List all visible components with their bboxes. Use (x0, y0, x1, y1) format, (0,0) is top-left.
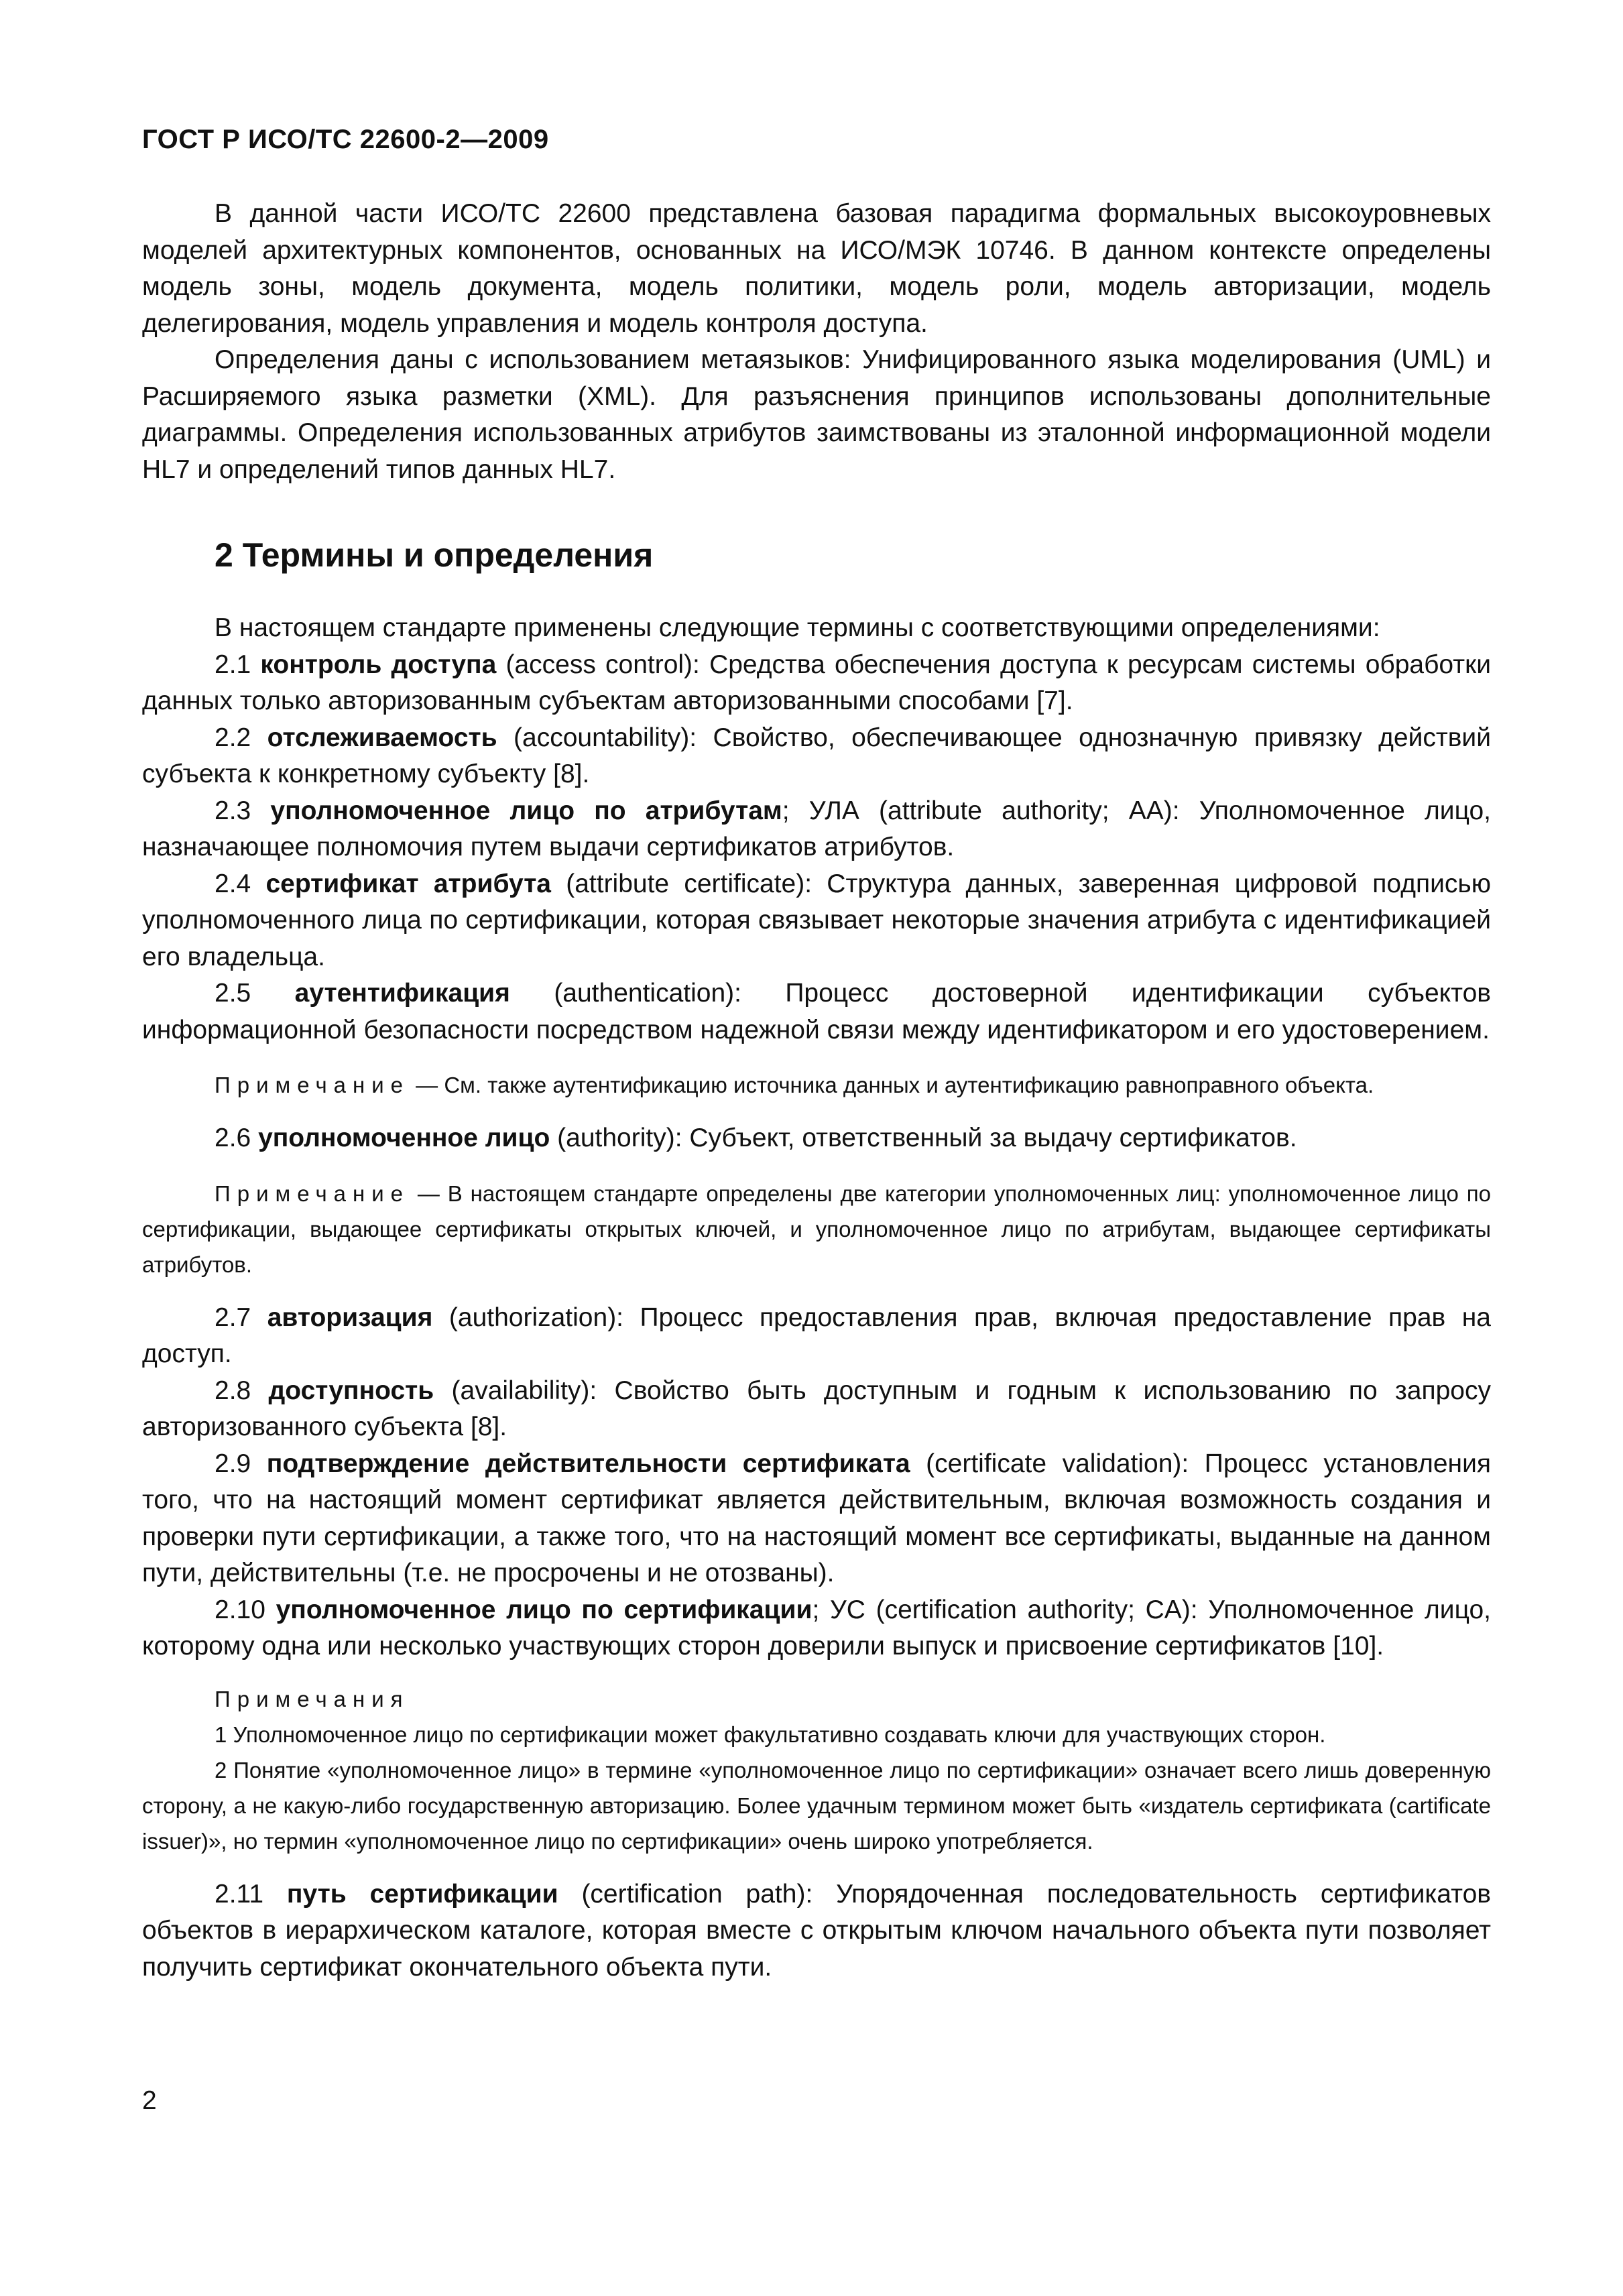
term-definition-2-1 (142, 647, 1491, 720)
term-text: (attribute certificate): Структура данных, заверенная цифровой подписью уполномоченного лица по сертификации, которая связывает некоторые значения атрибута с идентификацией его владельца. (142, 869, 1491, 971)
term-definition-2-10 (142, 1592, 1491, 1665)
term-text: (accountability): Свойство, обеспечивающее однозначную привязку действий субъекта к конкретному субъекту [8]. (142, 723, 1492, 788)
term-definition-2-6 (142, 1120, 1491, 1157)
term-text: ; УС (certification authority; CA): Уполномоченное лицо, которому одна или несколько участвующих сторон доверили выпуск и присвоение сертификатов [10]. (142, 1595, 1491, 1660)
term-name: сертификат атрибута (265, 869, 551, 898)
note-text: — См. также аутентификацию источника данных и аутентификацию равноправного объекта. (410, 1073, 1374, 1097)
term-text: (authentication): Процесс достоверной идентификации субъектов информационной безопасности посредством надежной связи между идентификатором и его удостоверением. (142, 979, 1491, 1044)
term-text: ; УЛА (attribute authority; АА): Уполномоченное лицо, назначающее полномочия путем выдачи сертификатов атрибутов. (142, 796, 1491, 861)
term-name: аутентификация (294, 979, 510, 1008)
term-text: (access control): Средства обеспечения доступа к ресурсам системы обработки данных только авторизованным субъектам авторизованными способами [7]. (142, 650, 1491, 715)
term-number: 2.6 (215, 1124, 259, 1152)
term-number: 2.10 (215, 1595, 276, 1624)
term-definition-2-5 (142, 975, 1491, 1048)
term-name: контроль доступа (260, 650, 497, 679)
term-text: (certificate validation): Процесс установления того, что на настоящий момент сертификат является действительным, включая возможность создания и проверки пути сертификации, а также того, что на настоящий момент все сертификаты, выданные на данном пути, действительны (т.е. не просрочены и не отозваны). (142, 1449, 1491, 1587)
term-text: (authority): Субъект, ответственный за выдачу сертификатов. (550, 1124, 1297, 1152)
term-name: уполномоченное лицо по сертификации (276, 1595, 813, 1624)
note-2-5 (142, 1067, 1491, 1103)
term-number: 2.7 (215, 1303, 267, 1332)
term-text: (availability): Свойство быть доступным и годным к использованию по запросу авторизованного субъекта [8]. (142, 1376, 1491, 1441)
notes-heading: Примечания (215, 1686, 410, 1711)
section-lead: В настоящем стандарте применены следующие термины с соответствующими определениями: (215, 613, 1380, 642)
term-definition-2-2 (142, 720, 1491, 793)
term-definition-2-9 (142, 1446, 1491, 1592)
term-definition-2-3 (142, 793, 1491, 866)
term-name: доступность (268, 1376, 434, 1405)
term-number: 2.5 (215, 979, 295, 1008)
term-definition-2-8 (142, 1373, 1491, 1446)
note-2-6 (142, 1176, 1491, 1282)
term-number: 2.11 (215, 1879, 287, 1909)
note-label: Примечание (215, 1073, 410, 1097)
term-name: авторизация (267, 1303, 433, 1332)
term-name: подтверждение действительности сертификата (266, 1449, 910, 1478)
term-number: 2.8 (215, 1376, 269, 1405)
term-number: 2.1 (215, 650, 261, 679)
intro-paragraph: Определения даны с использованием метаязыков: Унифицированного языка моделирования (UML) и Расширяемого языка разметки (XML). Для разъяснения принципов использованы дополнительные диаграммы. Определения использованных атрибутов заимствованы из эталонной информационной модели HL7 и определений типов данных HL7. (142, 345, 1491, 484)
note-item: 2 Понятие «уполномоченное лицо» в термине «уполномоченное лицо по сертификации» означает всего лишь доверенную сторону, а не какую-либо государственную авторизацию. Более удачным термином может быть «издатель сертификата (cartificate issuer)», но термин «уполномоченное лицо по сертификации» очень широко употребляется. (142, 1757, 1491, 1854)
standard-header: ГОСТ Р ИСО/ТС 22600-2—2009 (142, 125, 549, 154)
note-text: — В настоящем стандарте определены две категории уполномоченных лиц: уполномоченное лицо по сертификации, выдающее сертификаты открытых ключей, и уполномоченное лицо по атрибутам, выдающее сертификаты атрибутов. (142, 1181, 1491, 1277)
term-number: 2.9 (215, 1449, 267, 1478)
term-text: (authorization): Процесс предоставления прав, включая предоставление прав на доступ. (142, 1303, 1491, 1368)
term-name: путь сертификации (286, 1879, 558, 1909)
term-number: 2.4 (215, 869, 266, 898)
page-number: 2 (142, 2086, 157, 2115)
term-definition-2-4 (142, 866, 1491, 976)
notes-2-10 (142, 1681, 1491, 1859)
intro-paragraph: В данной части ИСО/ТС 22600 представлена базовая парадигма формальных высокоуровневых моделей архитектурных компонентов, основанных на ИСО/МЭК 10746. В данном контексте определены модель зоны, модель документа, модель политики, модель роли, модель авторизации, модель делегирования, модель управления и модель контроля доступа. (142, 199, 1491, 338)
term-text: (certification path): Упорядоченная последовательность сертификатов объектов в иерархическом каталоге, которая вместе с открытым ключом начального объекта пути позволяет получить сертификат окончательного объекта пути. (142, 1879, 1491, 1982)
note-label: Примечание (215, 1181, 410, 1206)
term-number: 2.3 (215, 796, 271, 825)
term-name: уполномоченное лицо по атрибутам (270, 796, 782, 825)
term-definition-2-7 (142, 1300, 1491, 1373)
term-name: отслеживаемость (267, 723, 497, 752)
term-name: уполномоченное лицо (258, 1124, 550, 1152)
term-definition-2-11 (142, 1876, 1491, 1986)
section-title: 2 Термины и определения (215, 536, 654, 574)
term-number: 2.2 (215, 723, 267, 752)
note-item: 1 Уполномоченное лицо по сертификации может факультативно создавать ключи для участвующих сторон. (215, 1721, 1326, 1747)
page-content (142, 196, 1491, 1986)
